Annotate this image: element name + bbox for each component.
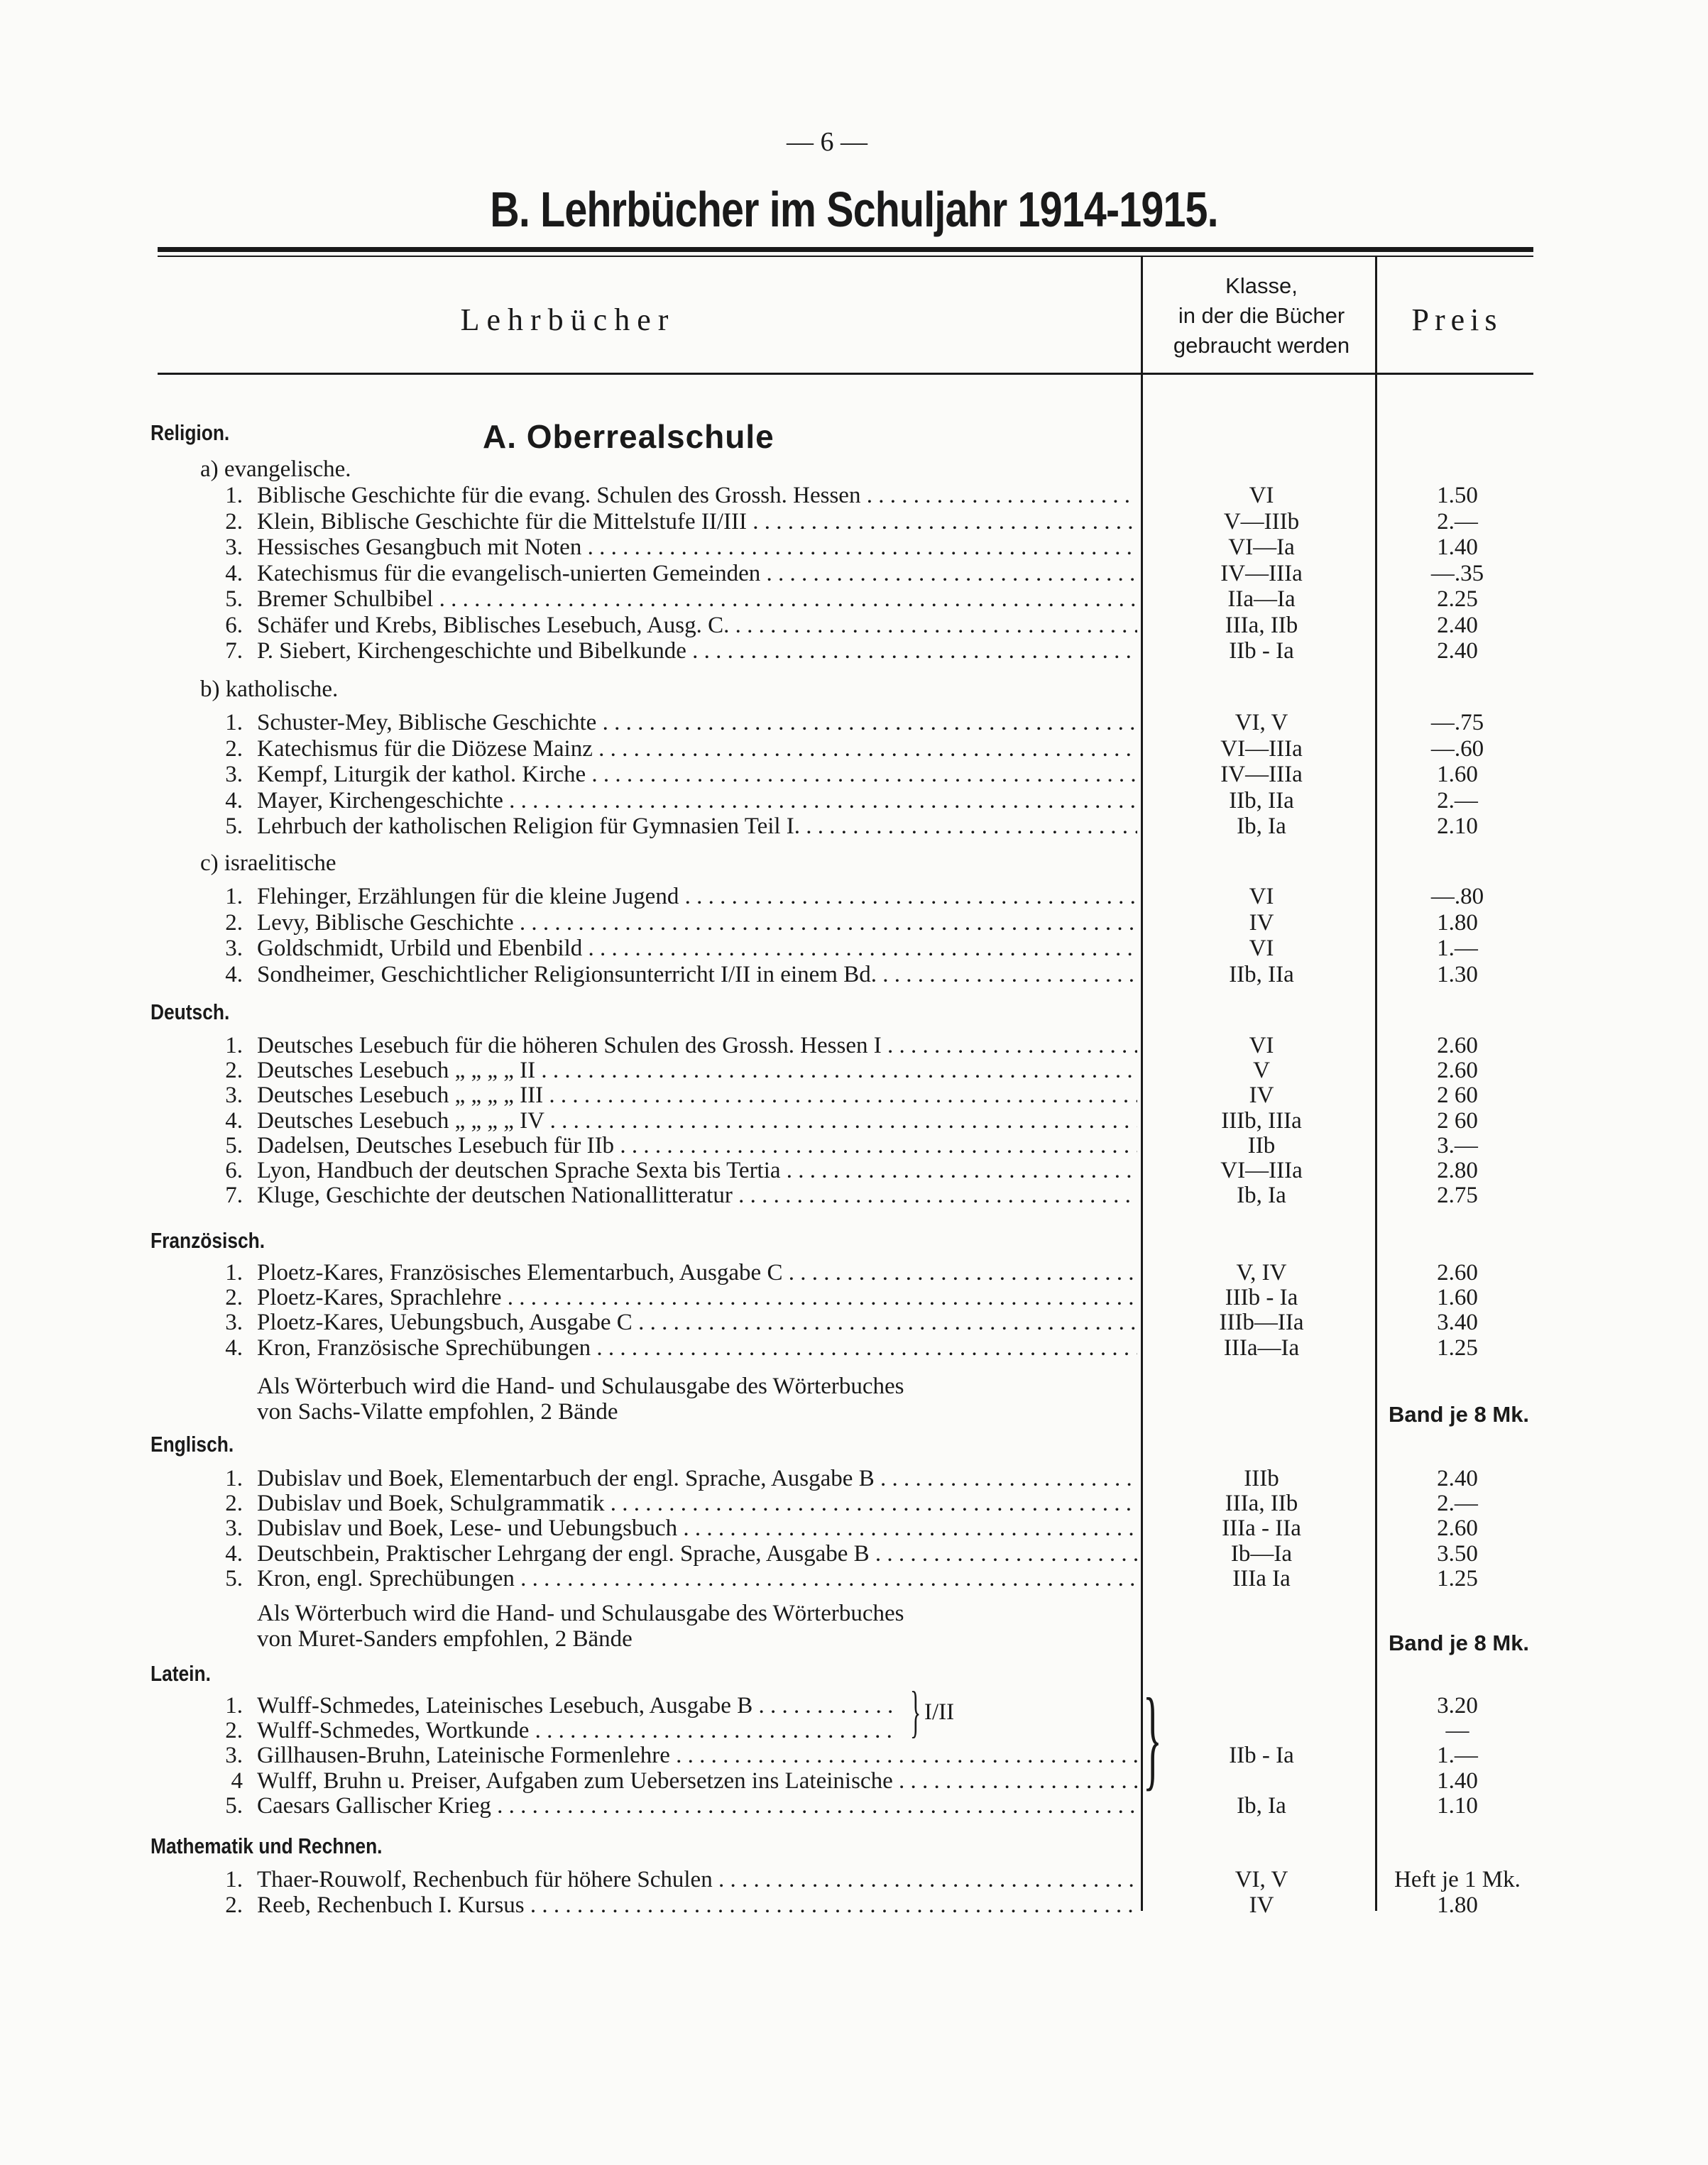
class-range: IIb - Ia — [1229, 1743, 1294, 1769]
page-number: — 6 — — [787, 127, 867, 157]
class-range: IIIb—IIa — [1219, 1310, 1304, 1336]
price: —.35 — [1430, 560, 1484, 586]
table-row — [0, 962, 1708, 987]
franz-note-line1: Als Wörterbuch wird die Hand- und Schulausgabe des Wörterbuches — [257, 1374, 904, 1399]
book-title: Kron, engl. Sprechübungen . . . — [257, 1566, 1137, 1592]
item-number: 2. — [225, 508, 243, 535]
price: 2 60 — [1437, 1082, 1478, 1109]
table-row — [0, 613, 1708, 638]
book-title: Wulff-Schmedes, Lateinisches Lesebuch, Ausgabe B . . . — [257, 1693, 896, 1719]
item-number: 4. — [225, 560, 243, 586]
table-row — [0, 1082, 1708, 1108]
table-row — [0, 813, 1708, 839]
book-title: Katechismus für die evangelisch-unierten Gemeinden . . . — [257, 561, 1137, 587]
price: 2.40 — [1437, 612, 1478, 638]
table-row — [0, 1566, 1708, 1591]
table-row — [0, 1516, 1708, 1541]
item-number: 1. — [225, 710, 243, 735]
item-number: 4. — [225, 1107, 243, 1134]
book-title: Deutsches Lesebuch für die höheren Schulen des Grossh. Hessen I . . . — [257, 1033, 1137, 1059]
price: 2.60 — [1437, 1058, 1478, 1084]
price: —.80 — [1430, 884, 1484, 909]
item-number: 4. — [225, 1540, 243, 1567]
item-number: 1. — [225, 1033, 243, 1058]
section-religion: Religion. — [150, 420, 230, 445]
price: 1.80 — [1437, 1892, 1478, 1918]
item-number: 1. — [225, 1260, 243, 1286]
table-row — [0, 788, 1708, 813]
table-row — [0, 762, 1708, 787]
section-mathematik: Mathematik und Rechnen. — [150, 1834, 383, 1858]
table-row — [0, 910, 1708, 936]
class-range: Ib—Ia — [1230, 1540, 1293, 1567]
item-number: 2. — [225, 735, 243, 762]
table-row — [0, 586, 1708, 612]
book-title: Schäfer und Krebs, Biblisches Lesebuch, Ausg. C. . . . — [257, 613, 1137, 639]
table-row — [0, 483, 1708, 508]
class-range: VI — [1249, 1033, 1274, 1058]
book-title: Reeb, Rechenbuch I. Kursus . . . — [257, 1892, 1137, 1919]
book-title: Caesars Gallischer Krieg . . . — [257, 1793, 1137, 1819]
book-title: Kluge, Geschichte der deutschen Nationallitteratur . . . — [257, 1183, 1137, 1209]
book-title: Kempf, Liturgik der kathol. Kirche . . . — [257, 762, 1137, 788]
table-row — [0, 736, 1708, 762]
item-number: 5. — [225, 1132, 243, 1158]
book-title: Schuster-Mey, Biblische Geschichte . . . — [257, 710, 1137, 736]
book-title: Dubislav und Boek, Lese- und Uebungsbuch . . . — [257, 1516, 1137, 1542]
class-range: IIIa—Ia — [1223, 1334, 1300, 1361]
header-class-line3: gebraucht werden — [1173, 333, 1350, 358]
class-range: IIb — [1247, 1132, 1276, 1158]
item-number: 1. — [225, 1867, 243, 1892]
table-row — [0, 1718, 1708, 1743]
table-row — [0, 1260, 1708, 1286]
header-price: Preis — [1411, 302, 1503, 337]
class-range: VI, V — [1235, 1867, 1288, 1892]
price: 1.10 — [1437, 1792, 1478, 1819]
price: 2.60 — [1437, 1516, 1478, 1542]
table-row — [0, 1768, 1708, 1794]
item-number: 3. — [225, 1310, 243, 1336]
book-title: Klein, Biblische Geschichte für die Mittelstufe II/III . . . — [257, 509, 1137, 535]
book-title: Wulff, Bruhn u. Preiser, Aufgaben zum Uebersetzen ins Lateinische . . . — [257, 1768, 1137, 1794]
book-title: Sondheimer, Geschichtlicher Religionsunterricht I/II in einem Bd. . . . — [257, 962, 1137, 988]
book-title: Flehinger, Erzählungen für die kleine Jugend . . . — [257, 884, 1137, 910]
class-range: VI — [1249, 884, 1274, 909]
class-range: V—IIIb — [1223, 508, 1300, 535]
item-number: 1. — [225, 1693, 243, 1719]
class-range: IIb, IIa — [1229, 961, 1294, 987]
class-range: VI, V — [1235, 710, 1288, 735]
table-row — [0, 1133, 1708, 1158]
book-title: Wulff-Schmedes, Wortkunde . . . — [257, 1718, 896, 1744]
class-range: IIIb — [1244, 1466, 1279, 1491]
book-title: Ploetz-Kares, Uebungsbuch, Ausgabe C . . . — [257, 1310, 1137, 1336]
price: 2.60 — [1437, 1260, 1478, 1286]
book-title: Mayer, Kirchengeschichte . . . — [257, 788, 1137, 814]
price: Heft je 1 Mk. — [1394, 1867, 1521, 1892]
price: 2.80 — [1437, 1158, 1478, 1183]
book-title: Deutsches Lesebuch „ „ „ „ II . . . — [257, 1058, 1137, 1084]
section-franzoesisch: Französisch. — [150, 1228, 265, 1253]
item-number: 5. — [225, 813, 243, 839]
price: 2.10 — [1437, 813, 1478, 839]
price: 2.— — [1437, 508, 1478, 535]
price: 3.50 — [1437, 1540, 1478, 1567]
latein-brace: } — [910, 1681, 921, 1743]
price: —.60 — [1430, 735, 1484, 762]
book-title: Goldschmidt, Urbild und Ebenbild . . . — [257, 936, 1137, 962]
item-number: 3. — [225, 1743, 243, 1769]
item-number: 6. — [225, 612, 243, 638]
book-title: Kron, Französische Sprechübungen . . . — [257, 1335, 1137, 1361]
item-number: 2. — [225, 909, 243, 936]
class-range: IV—IIIa — [1220, 560, 1303, 586]
header-class-line1: Klasse, — [1225, 273, 1298, 298]
price: 1.50 — [1437, 483, 1478, 508]
table-row — [0, 1466, 1708, 1491]
price: —.75 — [1430, 710, 1484, 735]
price: 1.30 — [1437, 961, 1478, 987]
price: 1.40 — [1437, 1767, 1478, 1794]
price: 3.— — [1437, 1132, 1478, 1158]
price: 2.40 — [1437, 638, 1478, 664]
franz-note-line2: von Sachs-Vilatte empfohlen, 2 Bände — [257, 1399, 618, 1425]
item-number: 3. — [225, 1516, 243, 1542]
class-range: IV—IIIa — [1220, 762, 1303, 787]
header-books: Lehrbücher — [460, 302, 676, 337]
engl-note-line1: Als Wörterbuch wird die Hand- und Schulausgabe des Wörterbuches — [257, 1601, 904, 1626]
table-row — [0, 1310, 1708, 1335]
section-latein: Latein. — [150, 1661, 211, 1686]
price: 1.40 — [1437, 535, 1478, 560]
price: 2.75 — [1437, 1183, 1478, 1209]
engl-note-line2: von Muret-Sanders empfohlen, 2 Bände — [257, 1626, 633, 1652]
table-row — [0, 535, 1708, 560]
class-range: VI—IIIa — [1220, 735, 1303, 762]
price: 1.25 — [1437, 1565, 1478, 1591]
price: 1.60 — [1437, 1285, 1478, 1311]
price: 2.— — [1437, 1491, 1478, 1517]
item-number: 4 — [231, 1767, 243, 1794]
item-number: 2. — [225, 1491, 243, 1517]
table-row — [0, 1183, 1708, 1208]
section-deutsch: Deutsch. — [150, 999, 230, 1024]
header-class — [1144, 271, 1379, 361]
item-number: 3. — [225, 936, 243, 961]
class-range: Ib, Ia — [1237, 1792, 1286, 1819]
class-range: IIa—Ia — [1227, 586, 1296, 612]
subsection-israelitisch: c) israelitische — [200, 850, 336, 876]
book-title: Levy, Biblische Geschichte . . . — [257, 910, 1137, 936]
item-number: 3. — [225, 535, 243, 560]
class-range: VI — [1249, 936, 1274, 961]
item-number: 7. — [225, 1183, 243, 1209]
book-title: Biblische Geschichte für die evang. Schulen des Grossh. Hessen . . . — [257, 483, 1137, 509]
book-title: Thaer-Rouwolf, Rechenbuch für höhere Schulen . . . — [257, 1867, 1137, 1893]
book-title: Bremer Schulbibel . . . — [257, 586, 1137, 613]
subsection-katholisch: b) katholische. — [200, 676, 339, 702]
item-number: 5. — [225, 586, 243, 612]
class-range: IV — [1249, 1892, 1274, 1918]
item-number: 1. — [225, 884, 243, 909]
price: 2 60 — [1437, 1107, 1478, 1134]
table-row — [0, 1867, 1708, 1892]
class-range: V, IV — [1236, 1260, 1287, 1286]
subsection-evangelisch: a) evangelische. — [200, 456, 351, 482]
table-row — [0, 1793, 1708, 1819]
book-title: Lehrbuch der katholischen Religion für Gymnasien Teil I. . . . — [257, 813, 1137, 840]
price: 2.— — [1437, 787, 1478, 813]
book-title: Lyon, Handbuch der deutschen Sprache Sexta bis Tertia . . . — [257, 1158, 1137, 1184]
book-title: Gillhausen-Bruhn, Lateinische Formenlehre . . . — [257, 1743, 1137, 1769]
latein-class-brace: } — [1143, 1675, 1162, 1801]
price: 2.60 — [1437, 1033, 1478, 1058]
table-row — [0, 1033, 1708, 1058]
price: 1.80 — [1437, 909, 1478, 936]
table-row — [0, 710, 1708, 735]
item-number: 2. — [225, 1285, 243, 1311]
table-row — [0, 509, 1708, 535]
item-number: 3. — [225, 1082, 243, 1109]
item-number: 1. — [225, 1466, 243, 1491]
class-range: IV — [1249, 1082, 1274, 1109]
class-range: VI—Ia — [1228, 535, 1295, 560]
price: 3.20 — [1437, 1693, 1478, 1719]
franz-band-price: Band je 8 Mk. — [1388, 1402, 1530, 1427]
class-range: VI—IIIa — [1220, 1158, 1303, 1183]
franz-dictionary-note — [257, 1374, 1393, 1425]
price: 2.40 — [1437, 1466, 1478, 1491]
price: 1.— — [1437, 936, 1478, 961]
table-row — [0, 884, 1708, 909]
item-number: 1. — [225, 483, 243, 508]
item-number: 7. — [225, 638, 243, 664]
class-range: Ib, Ia — [1237, 1183, 1286, 1209]
engl-band-price: Band je 8 Mk. — [1388, 1630, 1530, 1655]
item-number: 5. — [225, 1565, 243, 1591]
item-number: 6. — [225, 1158, 243, 1183]
table-row — [0, 1892, 1708, 1918]
class-range: IIIa - IIa — [1222, 1516, 1301, 1542]
price: 1.25 — [1437, 1334, 1478, 1361]
school-heading: A. Oberrealschule — [483, 418, 774, 455]
book-title: Deutschbein, Praktischer Lehrgang der engl. Sprache, Ausgabe B . . . — [257, 1541, 1137, 1567]
class-range: IIb - Ia — [1229, 638, 1294, 664]
table-row — [0, 1743, 1708, 1768]
item-number: 3. — [225, 762, 243, 787]
item-number: 2. — [225, 1718, 243, 1744]
class-range: V — [1253, 1058, 1270, 1084]
book-title: Katechismus für die Diözese Mainz . . . — [257, 736, 1137, 762]
class-range: IIIb, IIIa — [1221, 1107, 1302, 1134]
table-row — [0, 561, 1708, 586]
header-bottom-rule — [158, 373, 1533, 375]
table-row — [0, 936, 1708, 961]
item-number: 4. — [225, 961, 243, 987]
price: 1.— — [1437, 1743, 1478, 1769]
table-row — [0, 1285, 1708, 1310]
table-row — [0, 1491, 1708, 1516]
table-row — [0, 1158, 1708, 1183]
class-range: VI — [1249, 483, 1274, 508]
price: 2.25 — [1437, 586, 1478, 612]
book-title: Dadelsen, Deutsches Lesebuch für IIb . . . — [257, 1133, 1137, 1159]
class-range: IIIb - Ia — [1225, 1285, 1298, 1311]
price: 1.60 — [1437, 762, 1478, 787]
section-englisch: Englisch. — [150, 1432, 234, 1457]
table-row — [0, 1541, 1708, 1567]
book-title: Deutsches Lesebuch „ „ „ „ III . . . — [257, 1082, 1137, 1109]
book-title: Ploetz-Kares, Sprachlehre . . . — [257, 1285, 1137, 1311]
table-row — [0, 1108, 1708, 1134]
book-title: Dubislav und Boek, Elementarbuch der engl. Sprache, Ausgabe B . . . — [257, 1466, 1137, 1492]
top-rule-thick — [158, 247, 1533, 252]
book-title: Dubislav und Boek, Schulgrammatik . . . — [257, 1491, 1137, 1517]
class-range: IIIa, IIb — [1225, 612, 1298, 638]
item-number: 4. — [225, 1334, 243, 1361]
header-class-line2: in der die Bücher — [1178, 303, 1345, 328]
item-number: 2. — [225, 1892, 243, 1918]
item-number: 4. — [225, 787, 243, 813]
class-range: IIIa Ia — [1232, 1565, 1291, 1591]
price: 3.40 — [1437, 1310, 1478, 1336]
class-range: IIb, IIa — [1229, 787, 1294, 813]
table-row — [0, 1335, 1708, 1361]
table-row — [0, 1693, 1708, 1719]
item-number: 5. — [225, 1792, 243, 1819]
item-number: 2. — [225, 1058, 243, 1084]
top-rule-thin — [158, 256, 1533, 257]
class-range: IIIa, IIb — [1225, 1491, 1298, 1517]
price: — — [1445, 1718, 1469, 1744]
latein-brace-label: I/II — [924, 1699, 955, 1725]
book-title: P. Siebert, Kirchengeschichte und Bibelkunde . . . — [257, 638, 1137, 664]
table-row — [0, 638, 1708, 664]
book-title: Hessisches Gesangbuch mit Noten . . . — [257, 535, 1137, 561]
page-title: B. Lehrbücher im Schuljahr 1914-1915. — [490, 182, 1218, 237]
book-title: Deutsches Lesebuch „ „ „ „ IV . . . — [257, 1108, 1137, 1134]
table-row — [0, 1058, 1708, 1083]
class-range: IV — [1249, 909, 1274, 936]
book-title: Ploetz-Kares, Französisches Elementarbuch, Ausgabe C . . . — [257, 1260, 1137, 1286]
class-range: Ib, Ia — [1237, 813, 1286, 839]
engl-dictionary-note — [257, 1601, 1393, 1652]
